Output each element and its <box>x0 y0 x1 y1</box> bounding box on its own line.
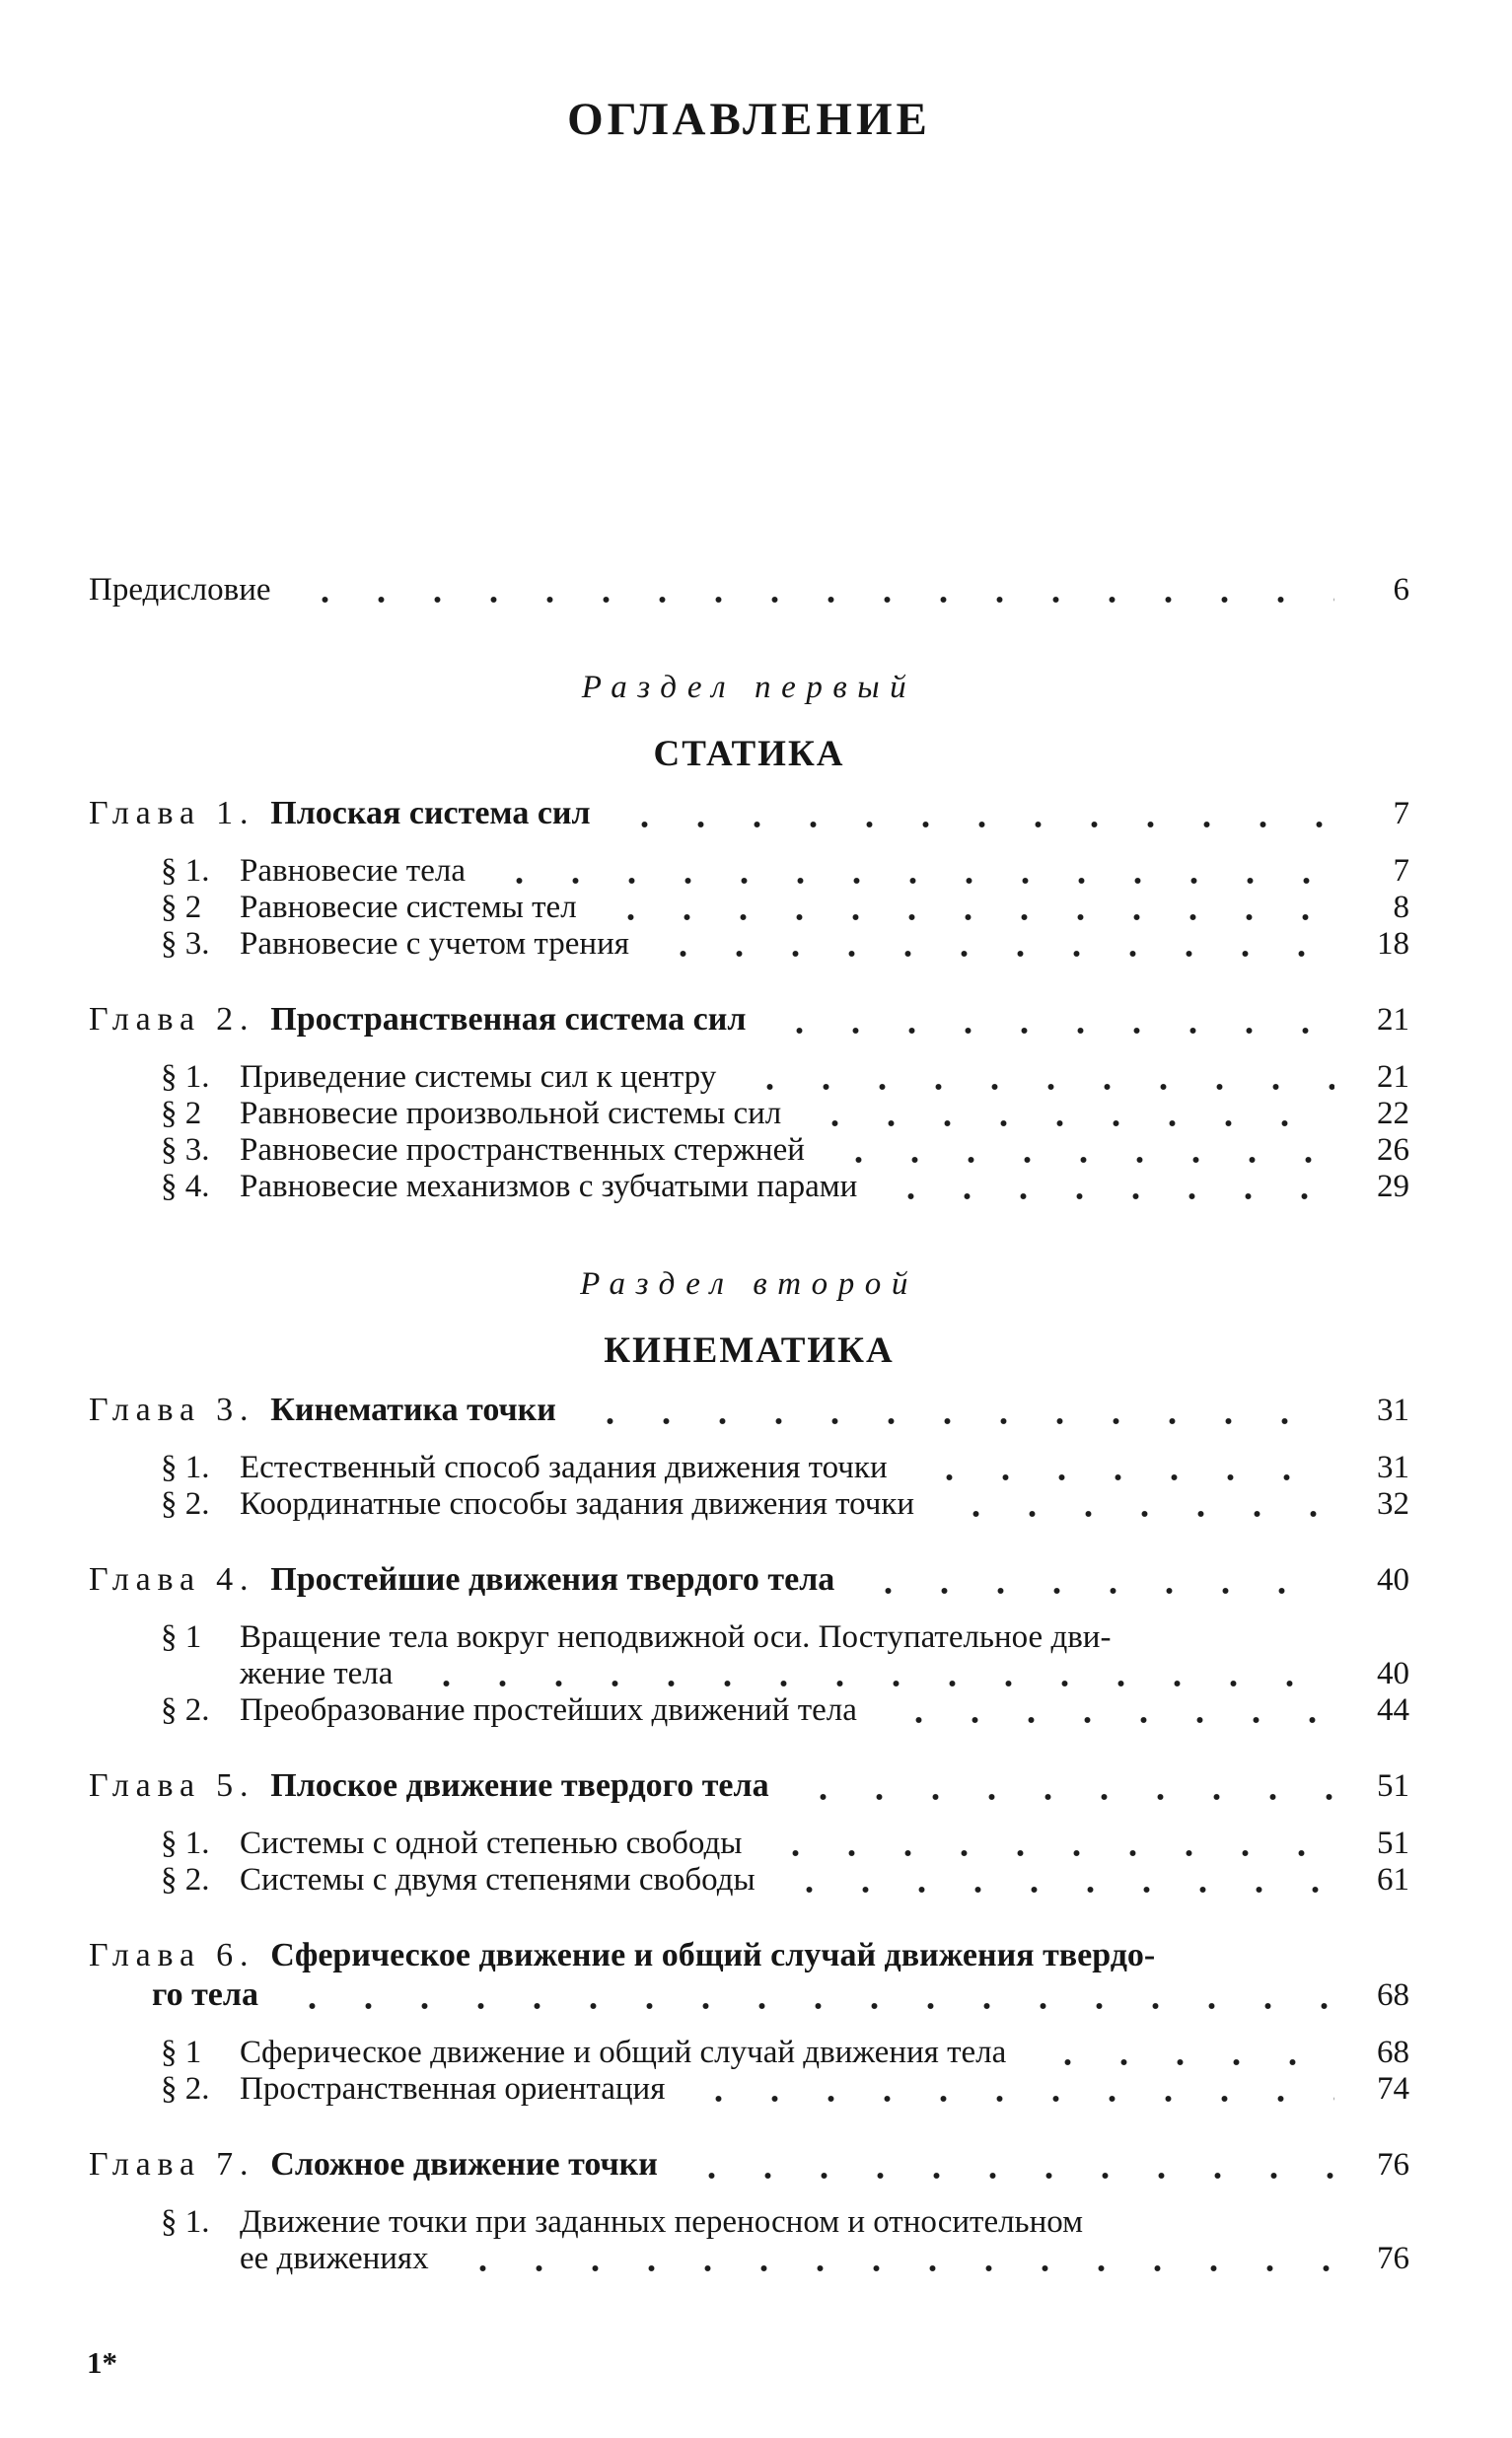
page-title: ОГЛАВЛЕНИЕ <box>567 94 931 145</box>
page-number: 7 <box>1393 853 1409 889</box>
dot-leader <box>280 1987 1334 2013</box>
chapter-prefix: Глава 2. <box>89 1001 255 1038</box>
toc-entry <box>89 890 1409 926</box>
entry-label: Равновесие механизмов с зубчатыми парами <box>240 1169 858 1204</box>
toc-entry <box>89 1692 1409 1729</box>
section-heading: СТАТИКА <box>653 734 845 774</box>
paragraph-marker: § 2. <box>161 1692 210 1728</box>
entry-label: Системы с двумя степенями свободы <box>240 1862 756 1898</box>
entry-label: Системы с одной степенью свободы <box>240 1826 743 1861</box>
dot-leader <box>887 1701 1334 1727</box>
chapter-title: Пространственная система сил <box>270 1001 747 1038</box>
paragraph-marker: § 2 <box>161 1096 202 1131</box>
dot-leader <box>612 806 1334 831</box>
chapter-prefix: Глава 6. <box>89 1937 255 1973</box>
toc-entry <box>89 1059 1409 1096</box>
preface-label: Предисловие <box>89 572 271 608</box>
dot-leader <box>856 1572 1334 1598</box>
entry-label: Движение точки при заданных переносном и относительном <box>240 2204 1084 2240</box>
entry-label: Координатные способы задания движения точки <box>240 1486 915 1522</box>
entry-label: Преобразование простейших движений тела <box>240 1692 857 1728</box>
paragraph-marker: § 1 <box>161 1619 202 1655</box>
chapter-items <box>89 1450 1409 1523</box>
entry-label-continuation: жение тела <box>240 1656 394 1691</box>
dot-leader <box>738 1068 1334 1094</box>
section-kicker: Раздел второй <box>580 1266 918 1302</box>
toc-page <box>0 91 1512 2438</box>
preface-row <box>89 572 1409 609</box>
chapter-items <box>89 853 1409 963</box>
entry-label: Равновесие системы тел <box>240 890 577 925</box>
chapter-row <box>89 1560 1409 1600</box>
paragraph-marker: § 2. <box>161 2071 210 2107</box>
toc-entry <box>89 1862 1409 1899</box>
toc-entry-line1 <box>89 1619 1409 1656</box>
dot-leader <box>944 1495 1334 1521</box>
chapter-row-line2 <box>89 1975 1409 2015</box>
dot-leader <box>879 1178 1334 1203</box>
toc-entry <box>89 1132 1409 1169</box>
page-number: 31 <box>1377 1393 1409 1428</box>
chapter-items <box>89 1826 1409 1899</box>
entry-label: Естественный способ задания движения точки <box>240 1450 888 1485</box>
toc-entry <box>89 926 1409 963</box>
page-number: 61 <box>1377 1862 1409 1898</box>
dot-leader <box>686 2080 1334 2106</box>
entry-label: Сферическое движение и общий случай движения тела <box>240 2035 1007 2070</box>
page-number: 44 <box>1377 1692 1409 1728</box>
paragraph-marker: § 1. <box>161 1450 210 1485</box>
toc-entry <box>89 1169 1409 1205</box>
paragraph-marker: § 1. <box>161 2204 210 2240</box>
entry-label: Равновесие произвольной системы сил <box>240 1096 782 1131</box>
paragraph-marker: § 2. <box>161 1862 210 1898</box>
page-number: 26 <box>1377 1132 1409 1168</box>
toc-entry <box>89 1486 1409 1523</box>
entry-label: Равновесие тела <box>240 853 466 889</box>
paragraph-marker: § 1. <box>161 853 210 889</box>
page-number: 76 <box>1377 2241 1409 2276</box>
dot-leader <box>777 1871 1334 1897</box>
chapter-title: Сферическое движение и общий случай движения твердо- <box>270 1937 1156 1973</box>
chapter-row <box>89 1000 1409 1040</box>
page-number: 76 <box>1377 2147 1409 2183</box>
chapter-items <box>89 1619 1409 1729</box>
dot-leader <box>599 898 1334 924</box>
dot-leader <box>1036 2044 1334 2069</box>
entry-label-continuation: ее движениях <box>240 2241 429 2276</box>
dot-leader <box>487 862 1334 888</box>
toc-entry <box>89 1450 1409 1486</box>
chapter-row <box>89 794 1409 833</box>
section-heading: КИНЕМАТИКА <box>604 1330 895 1371</box>
page-number: 21 <box>1377 1059 1409 1095</box>
dot-leader <box>293 581 1335 607</box>
entry-label: Вращение тела вокруг неподвижной оси. Поступательное дви- <box>240 1619 1112 1655</box>
chapter-title: Плоское движение твердого тела <box>270 1767 769 1804</box>
paragraph-marker: § 2 <box>161 890 202 925</box>
chapter-items <box>89 2204 1409 2277</box>
paragraph-marker: § 3. <box>161 1132 210 1168</box>
page-number: 40 <box>1377 1562 1409 1598</box>
page-number: 22 <box>1377 1096 1409 1131</box>
chapter-row <box>89 1391 1409 1430</box>
dot-leader <box>414 1665 1334 1690</box>
page-number: 68 <box>1377 1977 1409 2013</box>
footer-signature-mark: 1* <box>87 2345 117 2380</box>
paragraph-marker: § 1. <box>161 1059 210 1095</box>
toc-entry <box>89 853 1409 890</box>
dot-leader <box>578 1402 1334 1428</box>
chapter-prefix: Глава 5. <box>89 1767 255 1804</box>
entry-label: Приведение системы сил к центру <box>240 1059 717 1095</box>
chapter-row <box>89 2145 1409 2185</box>
page-number: 51 <box>1377 1768 1409 1804</box>
chapter-prefix: Глава 1. <box>89 795 255 831</box>
paragraph-marker: § 3. <box>161 926 210 962</box>
chapter-items <box>89 1059 1409 1205</box>
paragraph-marker: § 4. <box>161 1169 210 1204</box>
page-number: 8 <box>1393 890 1409 925</box>
dot-leader <box>767 1012 1334 1038</box>
chapter-row <box>89 1936 1409 1975</box>
page-number: 74 <box>1377 2071 1409 2107</box>
entry-label: Пространственная ориентация <box>240 2071 666 2107</box>
chapter-prefix: Глава 3. <box>89 1392 255 1428</box>
paragraph-marker: § 1 <box>161 2035 202 2070</box>
dot-leader <box>680 2157 1334 2183</box>
page-number: 68 <box>1377 2035 1409 2070</box>
page-number: 32 <box>1377 1486 1409 1522</box>
toc-entry <box>89 2035 1409 2071</box>
page-number: 29 <box>1377 1169 1409 1204</box>
dot-leader <box>763 1834 1334 1860</box>
dot-leader <box>651 935 1334 961</box>
section-kicker: Раздел первый <box>581 670 917 705</box>
chapter-title: Кинематика точки <box>270 1392 556 1428</box>
chapter-prefix: Глава 4. <box>89 1561 255 1598</box>
paragraph-marker: § 2. <box>161 1486 210 1522</box>
entry-label: Равновесие пространственных стержней <box>240 1132 805 1168</box>
page-number: 6 <box>1393 572 1409 608</box>
chapter-row <box>89 1766 1409 1806</box>
page-number: 21 <box>1377 1002 1409 1038</box>
page-number: 7 <box>1393 796 1409 831</box>
page-number: 51 <box>1377 1826 1409 1861</box>
chapter-title-continuation: го тела <box>152 1976 258 2013</box>
toc-entry-line1 <box>89 2204 1409 2241</box>
chapter-title: Сложное движение точки <box>270 2146 658 2183</box>
entry-label: Равновесие с учетом трения <box>240 926 629 962</box>
chapter-title: Плоская система сил <box>270 795 591 831</box>
page-number: 31 <box>1377 1450 1409 1485</box>
toc-entry <box>89 1826 1409 1862</box>
chapter-prefix: Глава 7. <box>89 2146 255 2183</box>
dot-leader <box>791 1778 1334 1804</box>
page-number: 18 <box>1377 926 1409 962</box>
toc-entry <box>89 1096 1409 1132</box>
paragraph-marker: § 1. <box>161 1826 210 1861</box>
toc-entry-line2 <box>89 2241 1409 2277</box>
chapter-title: Простейшие движения твердого тела <box>270 1561 835 1598</box>
toc-entry <box>89 2071 1409 2108</box>
dot-leader <box>451 2250 1334 2275</box>
dot-leader <box>827 1141 1334 1167</box>
dot-leader <box>803 1105 1334 1130</box>
toc-entry-line2 <box>89 1656 1409 1692</box>
page-number: 40 <box>1377 1656 1409 1691</box>
chapter-items <box>89 2035 1409 2108</box>
dot-leader <box>917 1459 1334 1484</box>
